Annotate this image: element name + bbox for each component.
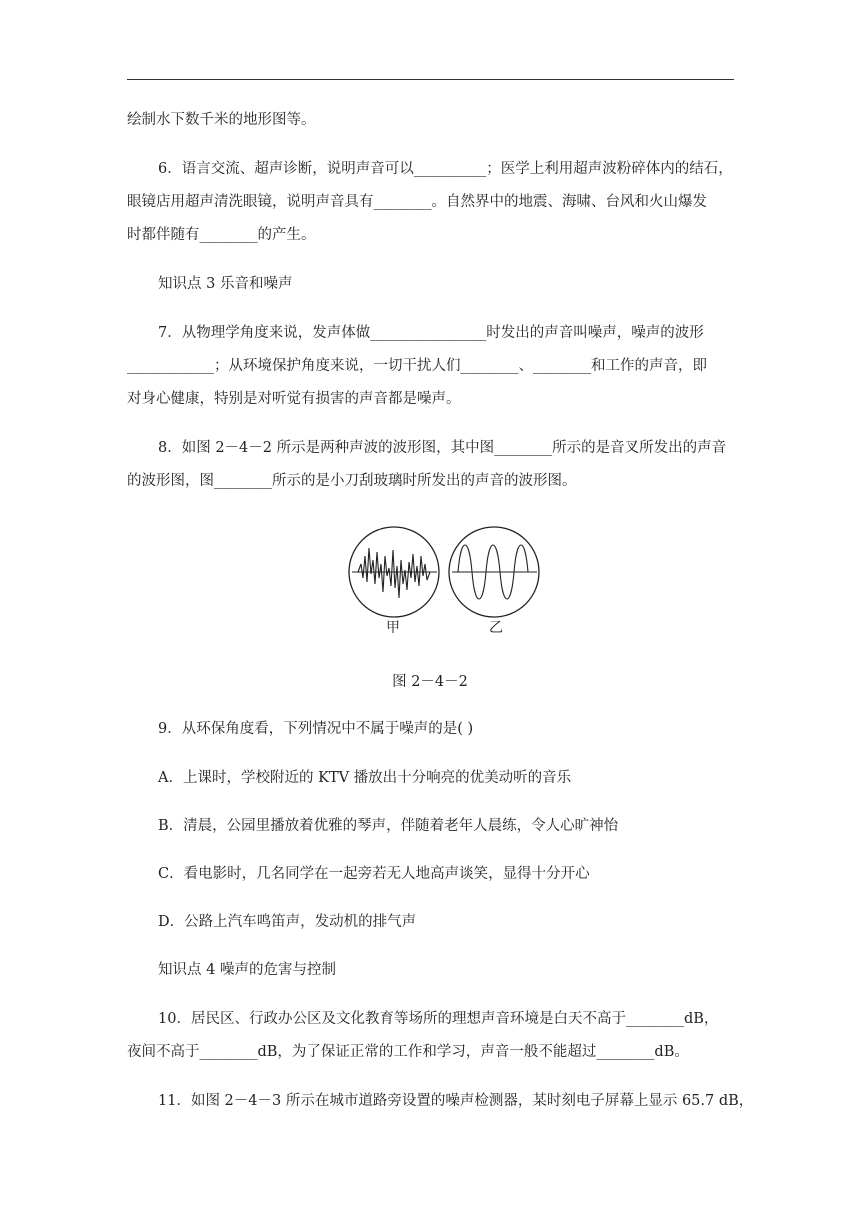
- question-6-line-3: 时都伴随有________的产生。: [127, 227, 316, 243]
- waveform-figure: [348, 526, 546, 638]
- option-d: D．公路上汽车鸣笛声，发动机的排气声: [158, 914, 417, 930]
- figure-caption: 图 2－4－2: [392, 674, 468, 690]
- question-10-line-2: 夜间不高于________dB，为了保证正常的工作和学习，声音一般不能超过________dB。: [127, 1044, 689, 1060]
- figure-label-left: 甲: [386, 620, 400, 636]
- section-heading-3: 知识点 3 乐音和噪声: [158, 276, 293, 292]
- question-6-line-2: 眼镜店用超声清洗眼镜，说明声音具有________。自然界中的地震、海啸、台风和火山爆发: [127, 194, 707, 210]
- header-rule: [127, 79, 734, 80]
- question-10-line-1: 10．居民区、行政办公区及文化教育等场所的理想声音环境是白天不高于________dB，: [158, 1011, 719, 1027]
- question-6-line-1: 6．语言交流、超声诊断，说明声音可以__________；医学上利用超声波粉碎体内的结石，: [158, 161, 733, 177]
- question-7-line-3: 对身心健康，特别是对听觉有损害的声音都是噪声。: [127, 391, 461, 407]
- question-7-line-2: ____________；从环境保护角度来说，一切干扰人们________、________和工作的声音，即: [127, 358, 707, 374]
- noise-waveform: [358, 548, 430, 598]
- option-a: A．上课时，学校附近的 KTV 播放出十分响亮的优美动听的音乐: [158, 770, 572, 786]
- text-line: 绘制水下数千米的地形图等。: [127, 112, 316, 128]
- section-heading-4: 知识点 4 噪声的危害与控制: [158, 962, 336, 978]
- option-c: C．看电影时，几名同学在一起旁若无人地高声谈笑，显得十分开心: [158, 866, 590, 882]
- option-b: B．清晨，公园里播放着优雅的琴声，伴随着老年人晨练，令人心旷神怡: [158, 818, 619, 834]
- question-11-line-1: 11．如图 2－4－3 所示在城市道路旁设置的噪声检测器，某时刻电子屏幕上显示 65.7 dB，: [158, 1093, 754, 1109]
- question-8-line-1: 8．如图 2－4－2 所示是两种声波的波形图，其中图________所示的是音叉所发出的声音: [158, 440, 727, 456]
- question-9: 9．从环保角度看，下列情况中不属于噪声的是( ): [158, 721, 474, 737]
- question-7-line-1: 7．从物理学角度来说，发声体做________________时发出的声音叫噪声，噪声的波形: [158, 325, 704, 341]
- question-8-line-2: 的波形图，图________所示的是小刀刮玻璃时所发出的声音的波形图。: [127, 473, 577, 489]
- figure-label-right: 乙: [489, 620, 503, 636]
